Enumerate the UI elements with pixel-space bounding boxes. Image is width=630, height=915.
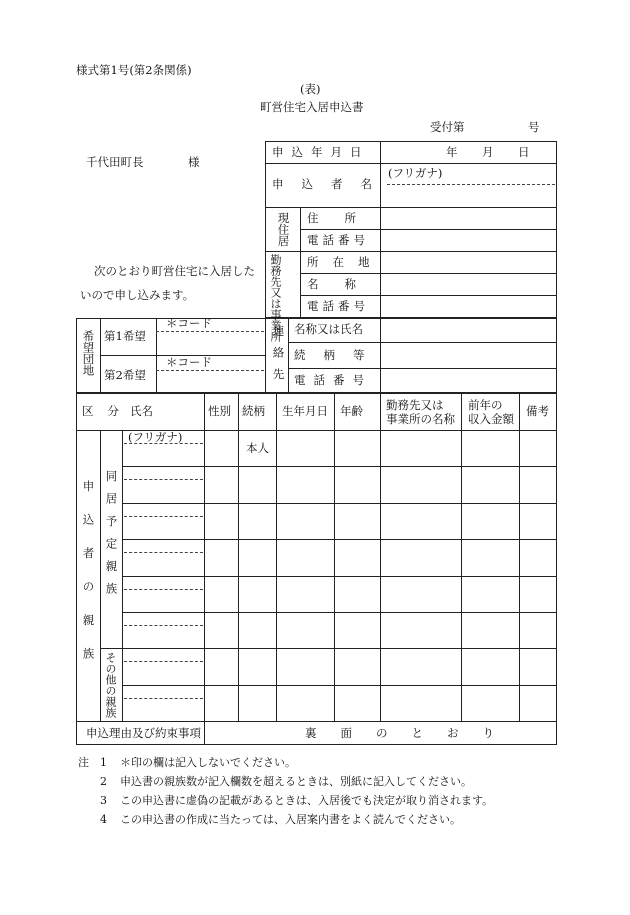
current-residence-label: 現住居 [276,212,291,247]
col-sex: 性別 [208,404,231,418]
applicant-name-label: 申込者名 [272,177,390,191]
col-income-line2: 収入金額 [468,412,514,426]
col-birthdate: 生年月日 [282,404,328,418]
page-title: 町営住宅入居申込書 [260,100,364,114]
date-month: 月 [482,145,494,159]
note-2-number: 2 [100,775,107,788]
address-label: 住所 [307,211,382,225]
cohabiting-family-label: 同居予定親族 [104,470,119,605]
col-name: 氏名 [130,404,153,418]
receipt-suffix: 号 [528,120,540,134]
col-age: 年齢 [340,404,363,418]
applicant-furigana: (フリガナ) [388,166,443,180]
first-wish-code: ＊コード [166,316,212,330]
family-furigana: (フリガナ) [128,430,183,444]
application-date-label: 申込年月日 [272,145,370,159]
note-1-text: ＊印の欄は記入しないでください。 [120,756,296,769]
addressee: 千代田町長 [86,155,144,169]
col-relation: 続柄 [242,404,265,418]
col-work-line2: 事業所の名称 [386,412,455,426]
request-text-line2: いので申し込みます。 [80,288,195,302]
workplace-label: 勤務先又は事業所 [269,254,282,342]
contact-relation-label: 続柄等 [294,348,383,362]
note-2-text: 申込書の親族数が記入欄数を超えるときは、別紙に記入してください。 [120,775,472,788]
date-day: 日 [518,145,530,159]
wish-estate-label: 希望団地 [81,330,96,376]
note-4-number: 4 [100,813,107,826]
phone-label: 電話番号 [307,233,369,247]
addressee-suffix: 様 [188,155,200,169]
applicant-family-label: 申込者の親族 [81,480,96,681]
note-1-number: 注 1 [78,756,107,769]
reason-label: 申込理由及び約束事項 [86,726,201,740]
self-relation: 本人 [246,441,269,455]
location-label: 所在地 [307,255,384,269]
date-year: 年 [446,145,458,159]
request-text-line1: 次のとおり町営住宅に入居した [94,264,255,278]
reason-value: 裏面のとおり [305,726,518,740]
contact-label: 連絡先 [271,325,286,390]
contact-name-label: 名称又は氏名 [294,322,363,336]
second-wish-code: ＊コード [166,355,212,369]
col-income-line1: 前年の [468,398,503,412]
col-remarks: 備考 [526,404,549,418]
note-3-number: 3 [100,794,107,807]
col-work-line1: 勤務先又は [386,398,444,412]
family-table [76,393,557,745]
note-4-text: この申込書の作成に当たっては、入居案内書をよく読んでください。 [120,813,461,826]
col-category: 区分 [82,404,133,418]
second-wish-label: 第2希望 [104,368,146,382]
note-3-text: この申込書に虚偽の記載があるときは、入居後でも決定が取り消されます。 [120,794,494,807]
form-number: 様式第1号(第2条関係) [76,63,192,77]
contact-phone-label: 電話番号 [294,373,372,387]
workplace-name-label: 名称 [307,277,382,291]
form-side: (表) [300,82,321,96]
receipt-label: 受付第 [430,120,465,134]
workplace-phone-label: 電話番号 [307,299,369,313]
first-wish-label: 第1希望 [104,329,146,343]
other-family-label: その他の親族 [104,652,117,718]
